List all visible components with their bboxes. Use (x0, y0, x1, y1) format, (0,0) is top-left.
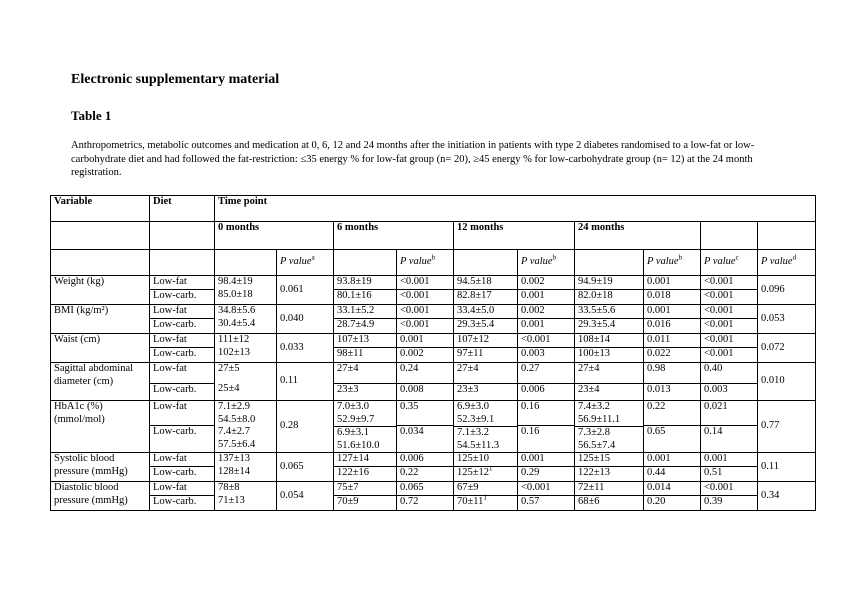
header-cell (758, 222, 816, 250)
month-0-header: 0 months (215, 222, 334, 250)
p-cell: 0.11 (758, 453, 816, 482)
diet-cell: Low-fat Low-carb. (150, 482, 215, 511)
header-cell (454, 250, 518, 276)
p-value-header-b: P value$^b$ (518, 250, 575, 276)
value-cell: 7.1±2.9 54.5±8.0 7.4±2.7 57.5±6.4 (215, 401, 277, 453)
p-cell: 0.011 0.022 (644, 334, 701, 363)
value-cell: 6.9±3.0 52.3±9.1 7.1±3.2 54.5±11.3 (454, 401, 518, 453)
variable-cell: Diastolic blood pressure (mmHg) (51, 482, 150, 511)
diet-cell: Low-fat Low-carb. (150, 276, 215, 305)
p-cell: 0.001 0.018 (644, 276, 701, 305)
diet-cell: Low-fat Low-carb. (150, 363, 215, 401)
diet-header: Diet (150, 196, 215, 222)
p-cell: <0.001 <0.001 (701, 334, 758, 363)
p-cell: 0.34 (758, 482, 816, 511)
p-cell: 0.096 (758, 276, 816, 305)
p-cell: <0.001 <0.001 (701, 276, 758, 305)
p-cell: <0.001 <0.001 (397, 305, 454, 334)
table-row (51, 305, 816, 334)
month-6-header: 6 months (334, 222, 454, 250)
value-cell: 33.5±5.6 29.3±5.4 (575, 305, 644, 334)
p-cell: 0.002 0.001 (518, 305, 575, 334)
p-cell: <0.001 0.39 (701, 482, 758, 511)
diet-cell: Low-fat Low-carb. (150, 401, 215, 453)
p-cell: 0.053 (758, 305, 816, 334)
p-cell: 0.072 (758, 334, 816, 363)
value-cell: 27±5 25±4 (215, 363, 277, 401)
value-cell: 127±14 122±16 (334, 453, 397, 482)
p-cell: <0.001 0.57 (518, 482, 575, 511)
value-cell: 33.1±5.2 28.7±4.9 (334, 305, 397, 334)
header-row-2 (51, 222, 816, 250)
p-cell: 0.27 0.006 (518, 363, 575, 401)
table-caption: Anthropometrics, metabolic outcomes and medication at 0, 6, 12 and 24 months after the initiation in patients with type 2 diabetes randomised to a low-fat or low-carbohydrate diet and had followed the fat-restriction: ≤35 energy % for low-fat group (n= 20), ≥45 energy % for low-carbohydrate group (n= 12) at the 24 month registration. (71, 140, 755, 178)
p-cell: 0.77 (758, 401, 816, 453)
variable-cell: Systolic blood pressure (mmHg) (51, 453, 150, 482)
p-cell: 0.002 0.001 (518, 276, 575, 305)
value-cell: 75±7 70±9 (334, 482, 397, 511)
value-cell: 78±8 71±13 (215, 482, 277, 511)
p-cell: 0.001 0.29 (518, 453, 575, 482)
p-cell: 0.014 0.20 (644, 482, 701, 511)
value-cell: 7.0±3.0 52.9±9.7 6.9±3.1 51.6±10.0 (334, 401, 397, 453)
diet-cell: Low-fat Low-carb. (150, 453, 215, 482)
header-cell (701, 222, 758, 250)
header-cell (51, 222, 150, 250)
p-cell: <0.001 0.003 (518, 334, 575, 363)
table-row (51, 453, 816, 482)
diet-cell: Low-fat Low-carb. (150, 334, 215, 363)
value-cell: 93.8±19 80.1±16 (334, 276, 397, 305)
header-cell (215, 250, 277, 276)
p-cell: 0.010 (758, 363, 816, 401)
value-cell: 27±4 23±4 (575, 363, 644, 401)
p-cell: 0.35 0.034 (397, 401, 454, 453)
month-24-header: 24 months (575, 222, 701, 250)
header-cell (150, 222, 215, 250)
p-cell: 0.001 0.51 (701, 453, 758, 482)
value-cell: 107±13 98±11 (334, 334, 397, 363)
results-table (50, 195, 816, 511)
table-row (51, 363, 816, 401)
p-cell: 0.40 0.003 (701, 363, 758, 401)
value-cell: 111±12 102±13 (215, 334, 277, 363)
p-cell: 0.065 (277, 453, 334, 482)
variable-cell: HbA1c (%) (mmol/mol) (51, 401, 150, 453)
table-row (51, 482, 816, 511)
p-cell: 0.021 0.14 (701, 401, 758, 453)
p-cell: 0.061 (277, 276, 334, 305)
p-value-header-d: P value$^d$ (758, 250, 816, 276)
p-cell: 0.24 0.008 (397, 363, 454, 401)
variable-cell: BMI (kg/m²) (51, 305, 150, 334)
p-cell: <0.001 <0.001 (397, 276, 454, 305)
diet-cell: Low-fat Low-carb. (150, 305, 215, 334)
time-point-header: Time point (215, 196, 816, 222)
value-cell: 94.9±19 82.0±18 (575, 276, 644, 305)
value-cell: 33.4±5.0 29.3±5.4 (454, 305, 518, 334)
header-cell (150, 250, 215, 276)
p-value-header-c: P value$^c$ (701, 250, 758, 276)
p-cell: 0.16 0.16 (518, 401, 575, 453)
variable-cell: Weight (kg) (51, 276, 150, 305)
header-row-1 (51, 196, 816, 222)
p-cell: 0.006 0.22 (397, 453, 454, 482)
p-cell: 0.98 0.013 (644, 363, 701, 401)
header-cell (51, 250, 150, 276)
p-cell: 0.11 (277, 363, 334, 401)
p-cell: 0.040 (277, 305, 334, 334)
p-cell: 0.033 (277, 334, 334, 363)
variable-cell: Waist (cm) (51, 334, 150, 363)
p-cell: 0.001 0.002 (397, 334, 454, 363)
header-cell (575, 250, 644, 276)
value-cell: 137±13 128±14 (215, 453, 277, 482)
p-cell: 0.054 (277, 482, 334, 511)
p-cell: <0.001 <0.001 (701, 305, 758, 334)
value-cell: 108±14 100±13 (575, 334, 644, 363)
p-value-header-b: P value$^b$ (397, 250, 454, 276)
value-cell: 67±9 $70\pm 11^1$ (454, 482, 518, 511)
value-cell: 27±4 23±3 (454, 363, 518, 401)
variable-header: Variable (51, 196, 150, 222)
table-row (51, 401, 816, 453)
value-cell: 34.8±5.6 30.4±5.4 (215, 305, 277, 334)
value-cell: 125±15 122±13 (575, 453, 644, 482)
table-label: Table 1 (71, 108, 112, 123)
value-cell: 107±12 97±11 (454, 334, 518, 363)
p-cell: 0.001 0.44 (644, 453, 701, 482)
p-value-header-b: P value$^b$ (644, 250, 701, 276)
header-cell (334, 250, 397, 276)
value-cell: 72±11 68±6 (575, 482, 644, 511)
value-cell: 94.5±18 82.8±17 (454, 276, 518, 305)
variable-cell: Sagittal abdominal diameter (cm) (51, 363, 150, 401)
p-value-header-a: P value$^a$ (277, 250, 334, 276)
header-row-3 (51, 250, 816, 276)
p-cell: 0.28 (277, 401, 334, 453)
value-cell: 7.4±3.2 56.9±11.1 7.3±2.8 56.5±7.4 (575, 401, 644, 453)
p-cell: 0.001 0.016 (644, 305, 701, 334)
table-row (51, 334, 816, 363)
section-heading: Electronic supplementary material (71, 72, 280, 87)
value-cell: 98.4±19 85.0±18 (215, 276, 277, 305)
value-cell: 27±4 23±3 (334, 363, 397, 401)
p-cell: 0.22 0.65 (644, 401, 701, 453)
table-row (51, 276, 816, 305)
month-12-header: 12 months (454, 222, 575, 250)
value-cell: 125±10 $125\pm 12^1$ (454, 453, 518, 482)
p-cell: 0.065 0.72 (397, 482, 454, 511)
